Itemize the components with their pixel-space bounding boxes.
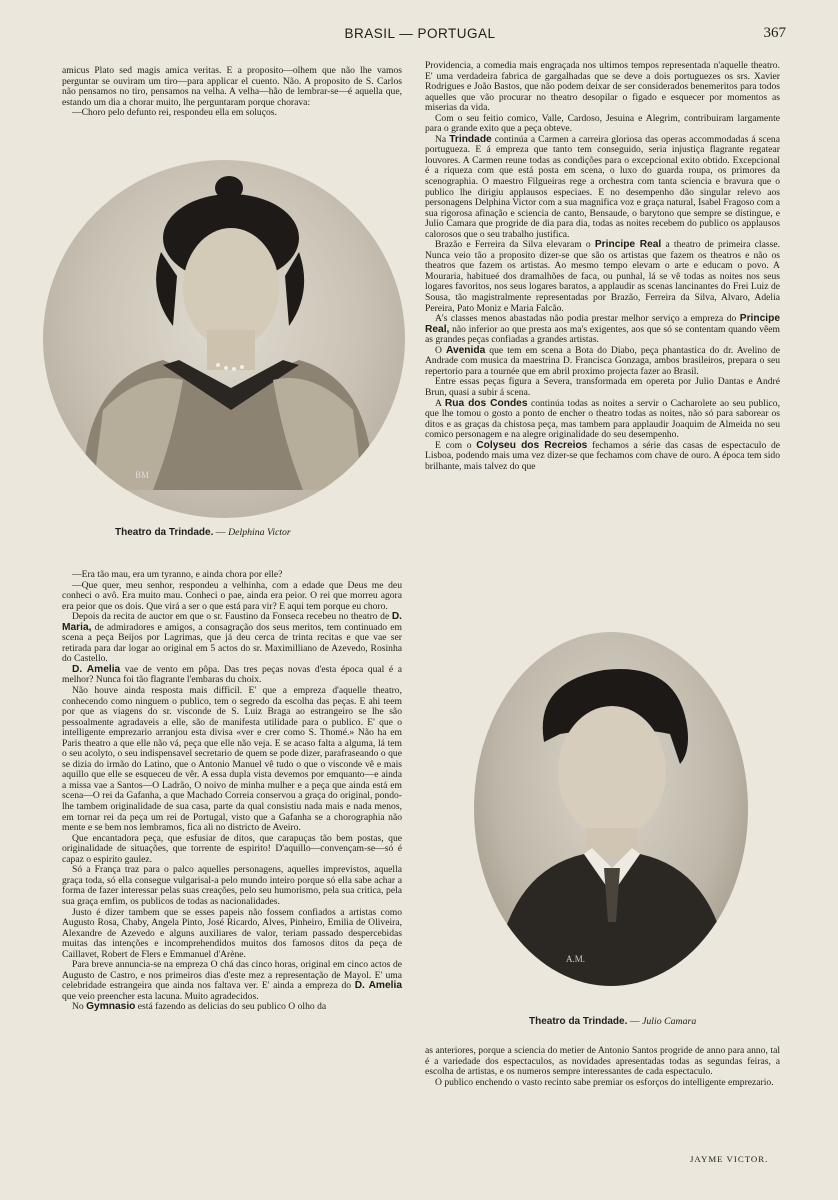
paragraph xyxy=(62,960,402,1002)
paragraph: Não houve ainda resposta mais difficil. E' que a empreza d'aquelle theatro, conhecendo como ninguem o publico, tem o segredo da escolha das peças. E ahi teem por que as viagens do sr. visconde de S. Luiz Braga ao estrangeiro se lhe são pessoalmente agradaveis a elle, são de manifesta utilidade para o publico. E' que o intelligente emprezario arranjou esta divisa «ver e crer como S. Thomé.» Não ha em Paris theatro a que elle não vá, peça que elle não veja. E se acaso falta a alguma, lá tem o seu acolyto, o seu indispensavel secretario de quem se pode dizer, parafraseando o que se dizia do irmão do Latino, que o Antonio Manuel vê tudo o que o visconde vê e mais aquillo que elle se esqueceu de vêr. A essa dupla vista devemos por emquanto—e ainda a missa vae a Santos—O Ladrão, O noivo de minha mulher e a peça que ainda está em scena—O rei da Gafanha, a que Machado Correia conservou a graça do original, pondo-lhe tambem originalidade de sua casa, parte da qual consistiu nada mais e nada menos, em tornar rei da peça um rei de Portugal, visto que a Gafanha se a chorographia não mente e se bem nos lembramos, fica ali no districto de Aveiro. xyxy=(62,685,402,834)
photo-caption xyxy=(115,527,291,538)
theatre-name: Rua dos Condes xyxy=(444,397,528,409)
portrait-julio-camara-photo xyxy=(474,632,748,986)
text-run: fechamos a série das casas de espectaculo de Lisboa, podendo mais uma vez dizer-se que fechamos com chave de ouro. A época tem sido brilhante, mais talvez do que xyxy=(425,439,781,472)
photo-monogram: BM xyxy=(135,470,150,480)
paragraph xyxy=(425,314,780,346)
portrait-illustration xyxy=(43,160,405,518)
paragraph: Só a França traz para o palco aquelles personagens, aquelles imprevistos, aquella graça toda, só ella consegue vulgarisal-a pelo mundo inteiro porque só ella sabe achar a forma de fazer interessar pelas suas creações, pelo seu humorismo, pela sua critica, pela sua graça emfim, os publicos de todas as nacionalidades. xyxy=(62,864,402,907)
theatre-name: Colyseu dos Recreios xyxy=(476,439,588,451)
left-column-bottom-text xyxy=(62,570,402,1013)
paragraph xyxy=(62,1002,402,1013)
paragraph xyxy=(425,399,780,441)
page-header xyxy=(60,25,786,44)
theatre-name: Principe Real, xyxy=(425,313,780,335)
text-run: Brazão e Ferreira da Silva elevaram o xyxy=(435,239,595,251)
photo-caption xyxy=(529,1016,696,1027)
paragraph: O publico enchendo o vasto recinto sabe premiar os esforços do intelligente emprezario. xyxy=(435,1076,774,1088)
photo-monogram: A.M. xyxy=(566,954,586,964)
paragraph xyxy=(425,346,780,378)
page-number: 367 xyxy=(763,25,786,41)
paragraph: —Que quer, meu senhor, respondeu a velhinha, com a edade que Deus me deu conheci o avô. Era muito mau. Conheci o pae, ainda era peior. O rei que morreu agora era peior que os dois. Que virá a ser o que está para vir? E aqui tem porque eu choro. xyxy=(62,579,402,612)
paragraph xyxy=(62,612,402,665)
text-run: de admiradores e amigos, a consagração dos seus meritos, tem continuado em scena a peça Beijos por Lagrimas, que já deu cerca de trinta recitas e que vae ser retirada para dar logar ao original em 5 actos do sr. Maximilliano de Azevedo, Rosinha do Castello. xyxy=(62,621,402,665)
paragraph: Com o seu feitio comico, Valle, Cardoso, Jesuina e Alegrim, contribuiram largamente para o grande exito que a peça obteve. xyxy=(425,112,780,135)
text-run: Na xyxy=(435,133,450,145)
paragraph: amicus Plato sed magis amica veritas. E a proposito—olhem que não lhe vamos perguntar se ouviram um tiro—para applicar el cuento. Não. A proposito de S. Carlos não pensamos no tiro, pensamos na velha. A velha—hão de lembrar-se—é aquella que, estando um dia a chorar muito, lhe perguntaram porque chorava: xyxy=(62,65,402,108)
paragraph xyxy=(62,665,402,686)
paragraph xyxy=(425,135,780,240)
text-run: não inferior ao que presta aos ma's exigentes, aos que só se contentam quando vêem as grandes peças confiadas a grandes artistas. xyxy=(425,323,780,346)
portrait-delphina-victor-photo xyxy=(43,160,405,518)
paragraph: Justo é dizer tambem que se esses papeis não fossem confiados a artistas como Augusto Rosa, Chaby, Angela Pinto, José Ricardo, Alves, Pinheiro, Emilia de Oliveira, Alexandre de Azevedo e alguns auxiliares de valor, teriam passado despercebidas muitas das intenções e incomprehendidos muitos dos famosos ditos da peça de Caillavet, Robert de Flers e Emmanuel d'Arène. xyxy=(62,906,402,960)
text-run: a theatro de primeira classe. Nunca veio tão a proposito dizer-se que são os artistas que fazem os theatros e não os theatros que fazem os artistas. Ao mesmo tempo elevam o arte e educam o povo. A Mouraria, habitueé dos dramalhões de faca, ou punhal, lá se vê todas as noites nos seus logares favoritos, nos seus logares baratos, a applaudir as scenas lancinantes do Frei Luiz de Sousa, tão magistralmente representadas por Brazão, Ferreira da Silva, Alvaro, Adelia Pereira, Pato Moniz e Maria Falcão. xyxy=(425,239,780,314)
text-run: que tem em scena a Bota do Diabo, peça phantastica do dr. Avelino de Andrade com musica da maestrina D. Francisca Gonzaga, ambos brasileiros, prepara o seu repertorio para a tournée que em abril proximo projecta fazer ao Brasil. xyxy=(425,344,780,377)
paragraph: Que encantadora peça, que esfusiar de ditos, que carapuças tão bem postas, que originalidade de situações, que torrente de espirito! D'aquillo—convençam-se—só é capaz o espirito gaulez. xyxy=(62,832,402,865)
paragraph: —Choro pelo defunto rei, respondeu ella em soluços. xyxy=(72,107,277,119)
caption-separator: — xyxy=(213,527,229,538)
paragraph: Providencia, a comedia mais engraçada nos ultimos tempos representada n'aquelle theatro. E' uma verdadeira fabrica de gargalhadas que se deve a dois portuguezes os srs. Xavier Rodrigues e João Bastos, que não podem deixar de ser considerados benemeritos para todos aquelles que vão procurar no theatro desopilar o figado e esquecer por momentos as miserias da vida. xyxy=(425,60,780,114)
theatre-name: Trindade xyxy=(449,133,492,145)
theatre-name: D. Amelia xyxy=(72,663,121,675)
text-run: A xyxy=(435,397,445,409)
paragraph: —Era tão mau, era um tyranno, e ainda chora por elle? xyxy=(72,569,283,580)
text-run: que veio preencher esta lacuna. Muito agradecidos. xyxy=(62,990,259,1002)
theatre-name: Gymnasio xyxy=(86,1001,136,1013)
author-signature: JAYME VICTOR. xyxy=(690,1154,769,1164)
caption-theatre: Theatro da Trindade. xyxy=(529,1016,628,1027)
caption-person: Delphina Victor xyxy=(228,527,291,538)
theatre-name: D. Maria, xyxy=(62,611,402,633)
text-run: E com o xyxy=(435,439,477,451)
right-column-bottom-text xyxy=(425,1046,780,1088)
paragraph xyxy=(425,240,780,314)
theatre-name: Principe Real xyxy=(594,239,662,251)
right-column-top-text xyxy=(425,61,780,472)
paragraph: as anteriores, porque a sciencia do metier de Antonio Santos progride de anno para anno, tal é a variedade dos espectaculos, as novidades apresentadas todas as segundas feiras, a escolha de artistas, e os numeros sempre interessantes de cada espectaculo. xyxy=(425,1045,780,1078)
left-column-top-text xyxy=(62,66,402,119)
caption-person: Julio Camara xyxy=(642,1016,697,1027)
text-run: está fazendo as delicias do seu publico O olho da xyxy=(135,1001,327,1013)
caption-theatre: Theatro da Trindade. xyxy=(115,527,214,538)
text-run: vae de vento em pôpa. Das tres peças novas d'esta época qual é a melhor? Nunca foi tão flagrante l'embaras du choix. xyxy=(62,663,402,686)
paragraph: Entre essas peças figura a Severa, transformada em opereta por Julio Dantas e André Brun, quasi a subir á scena. xyxy=(425,376,780,398)
text-run: continúa a Carmen a carreira gloriosa das operas accommodadas á scena portugueza. E á empreza que tanto tem conseguido, seria injustiça flagrante regatear louvores. A Carmen reune todas as condições para o excepcional exito obtido. Excepcional é a riqueza com que está posta em scena, o luxo do guarda roupa, os primores da scenographia. O maestro Filgueiras rege a orchestra com tanta sciencia e bravura que o publico lhe dirigiu applausos especiaes. E no desempenho dão singular relevo aos personagens Delphina Victor com a sua magnifica voz e graça natural, Isabel Fragoso com a sua rigorosa afinação e sciencia de canto, Bensaude, o barytono que sempre se distingue, e Julio Camara que progride de dia para dia, todas as noites recebem do publico os applausos calorosos que o seu trabalho justifica. xyxy=(425,133,780,240)
text-run: A's classes menos abastadas não podia prestar melhor serviço a empreza do xyxy=(435,313,740,325)
running-title: BRASIL — PORTUGAL xyxy=(344,26,496,41)
text-run: Para breve annuncia-se na empreza O chá das cinco horas, original em cinco actos de Augusto de Castro, e nos primeiros dias d'este mez a representação de Mayol. E' uma celebridade estrangeira que ainda nos faltava ver. E' ainda a empreza do xyxy=(62,959,402,992)
caption-separator: — xyxy=(627,1016,643,1027)
text-run: continúa todas as noites a servir o Cacharolete ao seu publico, que lhe tomou o gosto a ponto de encher o theatro todas as noites, não só para saborear os ditos e as graças da chistosa peça, mas tambem para applaudir Joaquim de Almeida no seu comico personagem e na alegre originalidade do seu desempenho. xyxy=(425,397,780,441)
paragraph xyxy=(425,441,780,473)
portrait-illustration xyxy=(474,632,748,986)
theatre-name: Avenida xyxy=(445,344,486,356)
text-run: No xyxy=(72,1001,87,1013)
theatre-name: D. Amelia xyxy=(354,980,402,992)
text-run: O xyxy=(435,344,446,356)
text-run: Depois da recita de auctor em que o sr. Faustino da Fonseca recebeu no theatro de xyxy=(72,611,392,623)
